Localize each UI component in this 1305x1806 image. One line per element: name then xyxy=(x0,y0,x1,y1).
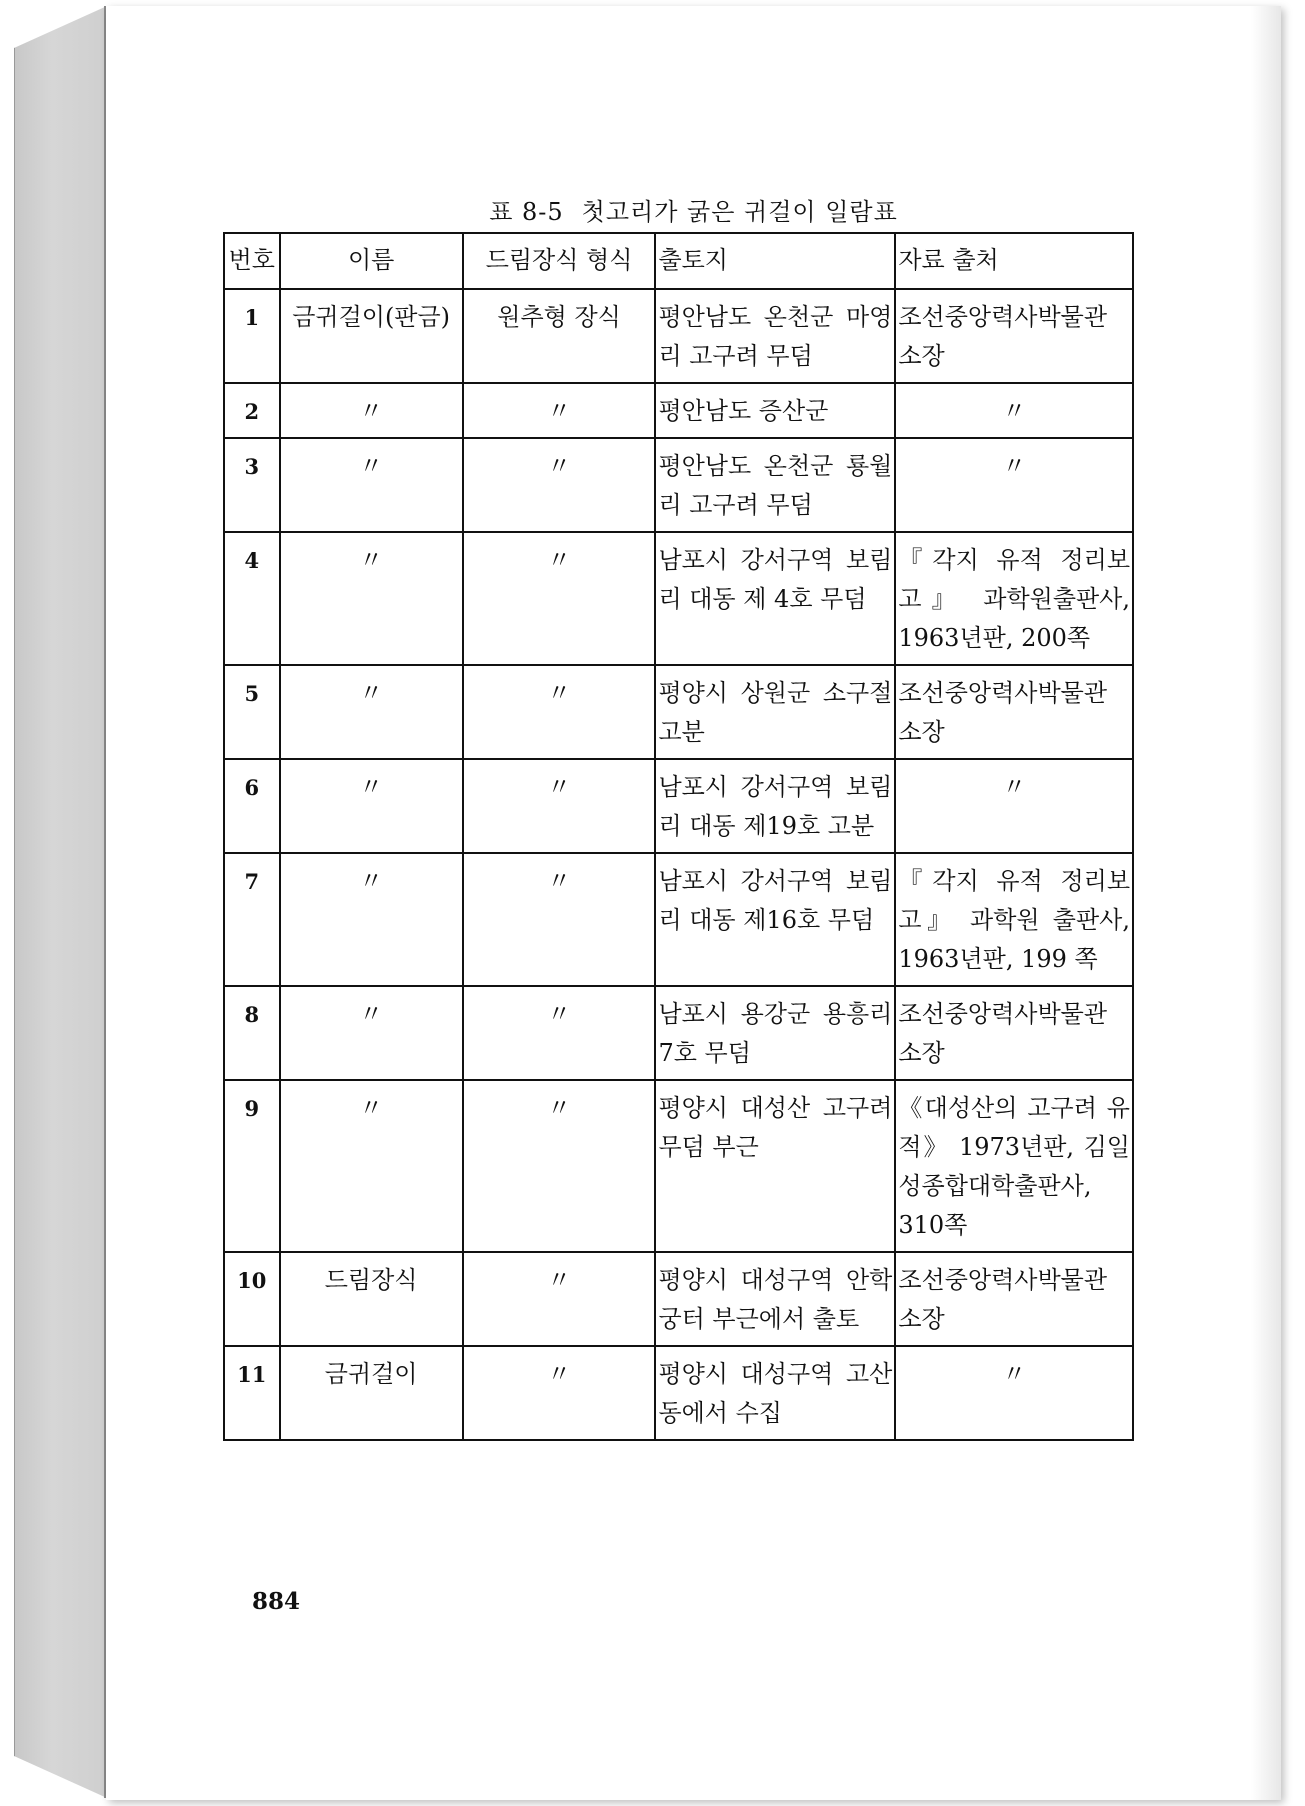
row-form: 〃 xyxy=(463,438,656,532)
header-excavation-site: 출토지 xyxy=(655,233,895,289)
row-number: 8 xyxy=(224,986,280,1080)
row-site: 평양시 상원군 소구절고분 xyxy=(655,665,895,759)
caption-title: 첫고리가 굵은 귀걸이 일람표 xyxy=(581,198,898,226)
table-row xyxy=(224,986,1133,1080)
table-row xyxy=(224,289,1133,383)
row-source: 〃 xyxy=(895,383,1133,438)
row-site: 남포시 강서구역 보림리 대동 제19호 고분 xyxy=(655,759,895,853)
row-form: 〃 xyxy=(463,853,656,986)
table-row xyxy=(224,759,1133,853)
row-form: 〃 xyxy=(463,532,656,665)
table-row xyxy=(224,383,1133,438)
header-number: 번호 xyxy=(224,233,280,289)
header-name: 이름 xyxy=(280,233,463,289)
row-site: 평양시 대성구역 고산동에서 수집 xyxy=(655,1346,895,1440)
row-source: 『각지 유적 정리보고』 과학원출판사, 1963년판, 200쪽 xyxy=(895,532,1133,665)
row-site: 남포시 강서구역 보림리 대동 제16호 무덤 xyxy=(655,853,895,986)
book-spine xyxy=(14,6,107,1798)
table-row xyxy=(224,1080,1133,1252)
row-name: 〃 xyxy=(280,532,463,665)
row-form: 〃 xyxy=(463,665,656,759)
row-number: 3 xyxy=(224,438,280,532)
row-site: 평안남도 온천군 룡월리 고구려 무덤 xyxy=(655,438,895,532)
header-data-source: 자료 출처 xyxy=(895,233,1133,289)
row-name: 〃 xyxy=(280,759,463,853)
row-site: 평양시 대성산 고구려무덤 부근 xyxy=(655,1080,895,1252)
row-number: 5 xyxy=(224,665,280,759)
row-source: 조선중앙력사박물관 소장 xyxy=(895,665,1133,759)
table-row xyxy=(224,665,1133,759)
row-number: 7 xyxy=(224,853,280,986)
row-form: 〃 xyxy=(463,383,656,438)
row-number: 1 xyxy=(224,289,280,383)
row-source: 《대성산의 고구려 유적》 1973년판, 김일성종합대학출판사, 310쪽 xyxy=(895,1080,1133,1252)
row-name: 금귀걸이(판금) xyxy=(280,289,463,383)
row-site: 평안남도 온천군 마영리 고구려 무덤 xyxy=(655,289,895,383)
row-name: 〃 xyxy=(280,383,463,438)
row-form: 〃 xyxy=(463,1346,656,1440)
row-name: 〃 xyxy=(280,853,463,986)
table-row xyxy=(224,438,1133,532)
row-form: 〃 xyxy=(463,1252,656,1346)
row-source: 『각지 유적 정리보고』 과학원 출판사, 1963년판, 199 쪽 xyxy=(895,853,1133,986)
table-row xyxy=(224,532,1133,665)
row-site: 평양시 대성구역 안학궁터 부근에서 출토 xyxy=(655,1252,895,1346)
row-number: 4 xyxy=(224,532,280,665)
page-edge-shadow xyxy=(1251,6,1281,1800)
row-number: 9 xyxy=(224,1080,280,1252)
table-caption xyxy=(106,192,1281,227)
row-number: 6 xyxy=(224,759,280,853)
row-source: 조선중앙력사박물관 소장 xyxy=(895,289,1133,383)
row-form: 원추형 장식 xyxy=(463,289,656,383)
caption-label: 표 8-5 xyxy=(489,198,564,226)
row-number: 2 xyxy=(224,383,280,438)
table-row xyxy=(224,1346,1133,1440)
row-number: 11 xyxy=(224,1346,280,1440)
row-name: 〃 xyxy=(280,438,463,532)
earring-table xyxy=(223,232,1134,1441)
table-row xyxy=(224,1252,1133,1346)
row-site: 평안남도 증산군 xyxy=(655,383,895,438)
row-source: 조선중앙력사박물관 소장 xyxy=(895,1252,1133,1346)
table-row xyxy=(224,853,1133,986)
row-name: 〃 xyxy=(280,1080,463,1252)
row-name: 〃 xyxy=(280,986,463,1080)
page-number: 884 xyxy=(252,1588,301,1615)
row-site: 남포시 강서구역 보림리 대동 제 4호 무덤 xyxy=(655,532,895,665)
row-source: 〃 xyxy=(895,1346,1133,1440)
row-name: 〃 xyxy=(280,665,463,759)
header-pendant-form: 드림장식 형식 xyxy=(463,233,656,289)
header-row xyxy=(224,233,1133,289)
row-source: 조선중앙력사박물관 소장 xyxy=(895,986,1133,1080)
row-source: 〃 xyxy=(895,438,1133,532)
row-number: 10 xyxy=(224,1252,280,1346)
row-source: 〃 xyxy=(895,759,1133,853)
row-name: 금귀걸이 xyxy=(280,1346,463,1440)
book-page xyxy=(106,6,1281,1800)
row-name: 드림장식 xyxy=(280,1252,463,1346)
row-site: 남포시 용강군 용흥리 7호 무덤 xyxy=(655,986,895,1080)
row-form: 〃 xyxy=(463,1080,656,1252)
row-form: 〃 xyxy=(463,986,656,1080)
row-form: 〃 xyxy=(463,759,656,853)
